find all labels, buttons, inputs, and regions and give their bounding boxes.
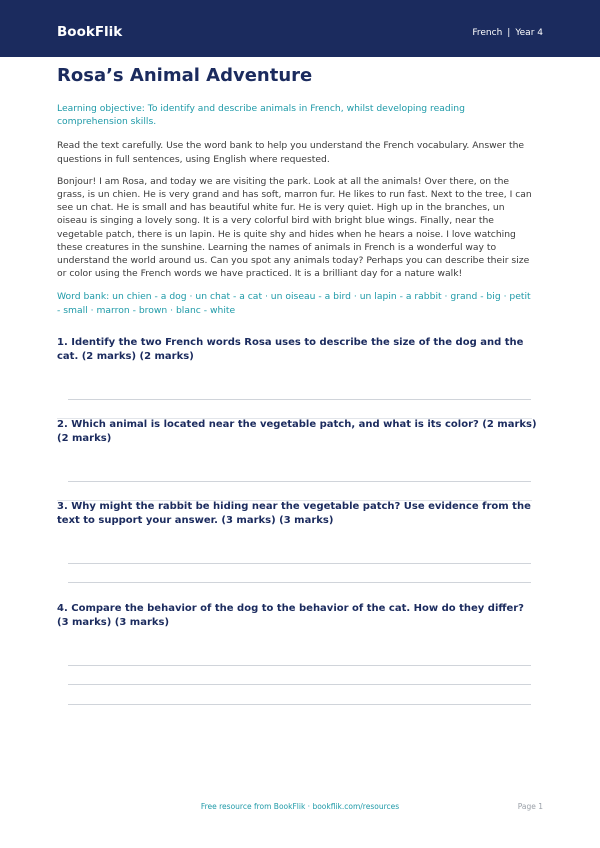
- instructions: Read the text carefully. Use the word bank to help you understand the French vocabulary. Answer the questions in full sentences, using English where requested.: [57, 140, 525, 165]
- meta-separator: |: [507, 28, 511, 38]
- footer-resource-link[interactable]: Free resource from BookFlik · bookflik.com/resources: [200, 802, 400, 811]
- subject-year: [472, 27, 543, 39]
- question-3: 3. Why might the rabbit be hiding near the vegetable patch? Use evidence from the text to support your answer. (3 marks) (3 marks): [57, 501, 531, 526]
- question-1: 1. Identify the two French words Rosa uses to describe the size of the dog and the cat. (2 marks) (2 marks): [57, 337, 524, 362]
- answer-line[interactable]: [68, 582, 531, 583]
- page-title: Rosa’s Animal Adventure: [57, 65, 313, 86]
- learning-objective: Learning objective: To identify and describe animals in French, whilst developing reading comprehension skills.: [57, 103, 465, 128]
- answer-line[interactable]: [68, 399, 531, 400]
- year-label: Year 4: [515, 28, 543, 38]
- answer-line[interactable]: [68, 665, 531, 666]
- header-bar: [0, 0, 600, 57]
- answer-line[interactable]: [68, 704, 531, 705]
- question-2: 2. Which animal is located near the vegetable patch, and what is its color? (2 marks) (2 marks): [57, 419, 537, 444]
- subject-label: French: [472, 28, 503, 38]
- reading-passage: Bonjour! I am Rosa, and today we are visiting the park. Look at all the animals! Over there, on the grass, is un chien. He is very grand and has soft, marron fur. He likes to run fast. Next to the tree, I can see un chat. He is small and has beautiful white fur. He is very quiet. High up in the branches, un oiseau is singing a lovely song. It is a very colorful bird with bright blue wings. Finally, near the vegetable patch, there is un lapin. He is quite shy and hides when he hears a noise. I love watching these creatures in the sunshine. Learning the names of animals in French is a wonderful way to understand the world around us. Can you spot any animals today? Perhaps you can describe their size or color using the French words we have practiced. It is a brilliant day for a nature walk!: [57, 175, 532, 280]
- answer-line[interactable]: [68, 684, 531, 685]
- worksheet-body: [57, 64, 532, 317]
- brand-logo: BookFlik: [57, 24, 123, 40]
- page-number: Page 1: [517, 802, 543, 811]
- answer-line[interactable]: [68, 481, 531, 482]
- word-bank: Word bank: un chien - a dog · un chat - a cat · un oiseau - a bird · un lapin - a rabbit · grand - big · petit - small · marron - brown · blanc - white: [57, 291, 531, 316]
- answer-line[interactable]: [68, 563, 531, 564]
- question-4: 4. Compare the behavior of the dog to the behavior of the cat. How do they differ? (3 marks) (3 marks): [57, 603, 524, 628]
